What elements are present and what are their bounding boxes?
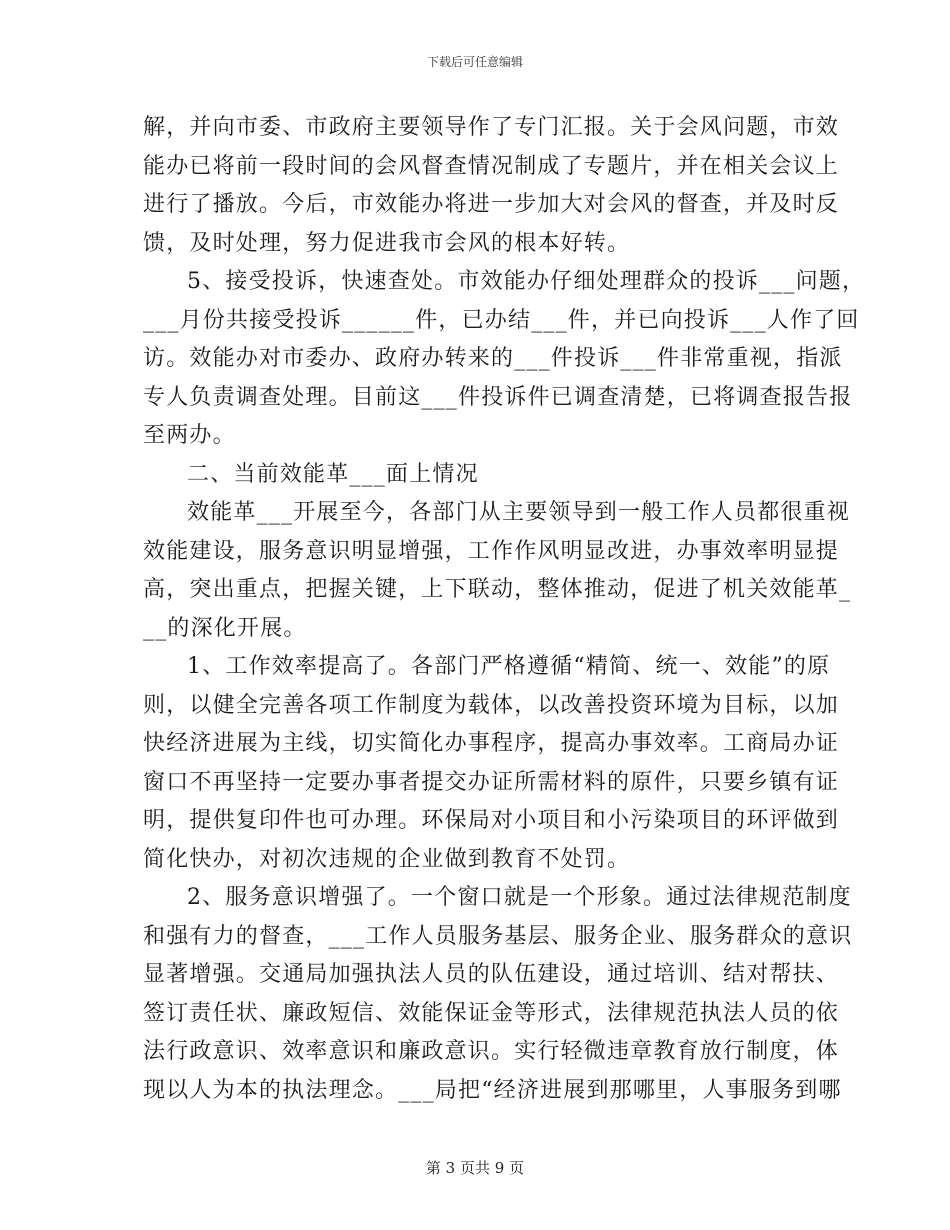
text-line: 则，以健全完善各项工作制度为载体，以改善投资环境为目标，以加 [143, 692, 840, 718]
text-line: 5、接受投诉，快速查处。市效能办仔细处理群众的投诉___问题， [187, 269, 866, 294]
text-line: 高，突出重点，把握关键，上下联动，整体推动，促进了机关效能革_ [143, 577, 852, 602]
text-line: 至两办。 [143, 423, 236, 448]
document-body [143, 109, 866, 1110]
text-line: 快经济进展为主线，切实简化办事程序，提高办事效率。工商局办证 [143, 731, 840, 756]
text-line: 签订责任状、廉政短信、效能保证金等形式，法律规范执法人员的依 [143, 1000, 840, 1026]
text-line: 效能革___开展至今，各部门从主要领导到一般工作人员都很重视 [187, 500, 851, 525]
text-line: 效能建设，服务意识明显增强，工作作风明显改进，办事效率明显提 [143, 538, 840, 564]
text-line: 二、当前效能革___面上情况 [187, 461, 479, 487]
text-line: 法行政意识、效率意识和廉政意识。实行轻微违章教育放行制度，体 [143, 1039, 840, 1064]
text-line: 和强有力的督查，___工作人员服务基层、服务企业、服务群众的意识 [143, 923, 853, 949]
text-line: 专人负责调查处理。目前这___件投诉件已调查清楚，已将调查报告报 [143, 384, 853, 410]
text-line: 能办已将前一段时间的会风督查情况制成了专题片，并在相关会议上 [143, 153, 840, 179]
text-line: 现以人为本的执法理念。___局把“经济进展到那哪里，人事服务到哪 [143, 1077, 842, 1103]
text-line: 明，提供复印件也可办理。环保局对小项目和小污染项目的环评做到 [143, 808, 840, 833]
text-line: __的深化开展。 [143, 615, 307, 641]
text-line: 访。效能办对市委办、政府办转来的___件投诉___件非常重视，指派 [143, 346, 843, 371]
text-line: ___月份共接受投诉______件，已办结___件，并已向投诉___人作了回 [143, 307, 860, 333]
text-line: 进行了播放。今后，市效能办将进一步加大对会风的督查，并及时反 [143, 192, 840, 217]
page-header: 下载后可任意编辑 [426, 55, 523, 69]
text-line: 简化快办，对初次违规的企业做到教育不处罚。 [143, 846, 631, 872]
text-line: 2、服务意识增强了。一个窗口就是一个形象。通过法律规范制度 [187, 885, 852, 910]
text-line: 解，并向市委、市政府主要领导作了专门汇报。关于会风问题，市效 [143, 115, 840, 140]
text-line: 1、工作效率提高了。各部门严格遵循“精简、统一、效能”的原 [187, 654, 831, 679]
text-line: 窗口不再坚持一定要办事者提交办证所需材料的原件，只要乡镇有证 [143, 769, 840, 795]
page-footer: 第 3 页共 9 页 [425, 1159, 525, 1177]
text-line: 馈，及时处理，努力促进我市会风的根本好转。 [143, 230, 631, 256]
text-line: 显著增强。交通局加强执法人员的队伍建设，通过培训、结对帮扶、 [143, 962, 840, 987]
